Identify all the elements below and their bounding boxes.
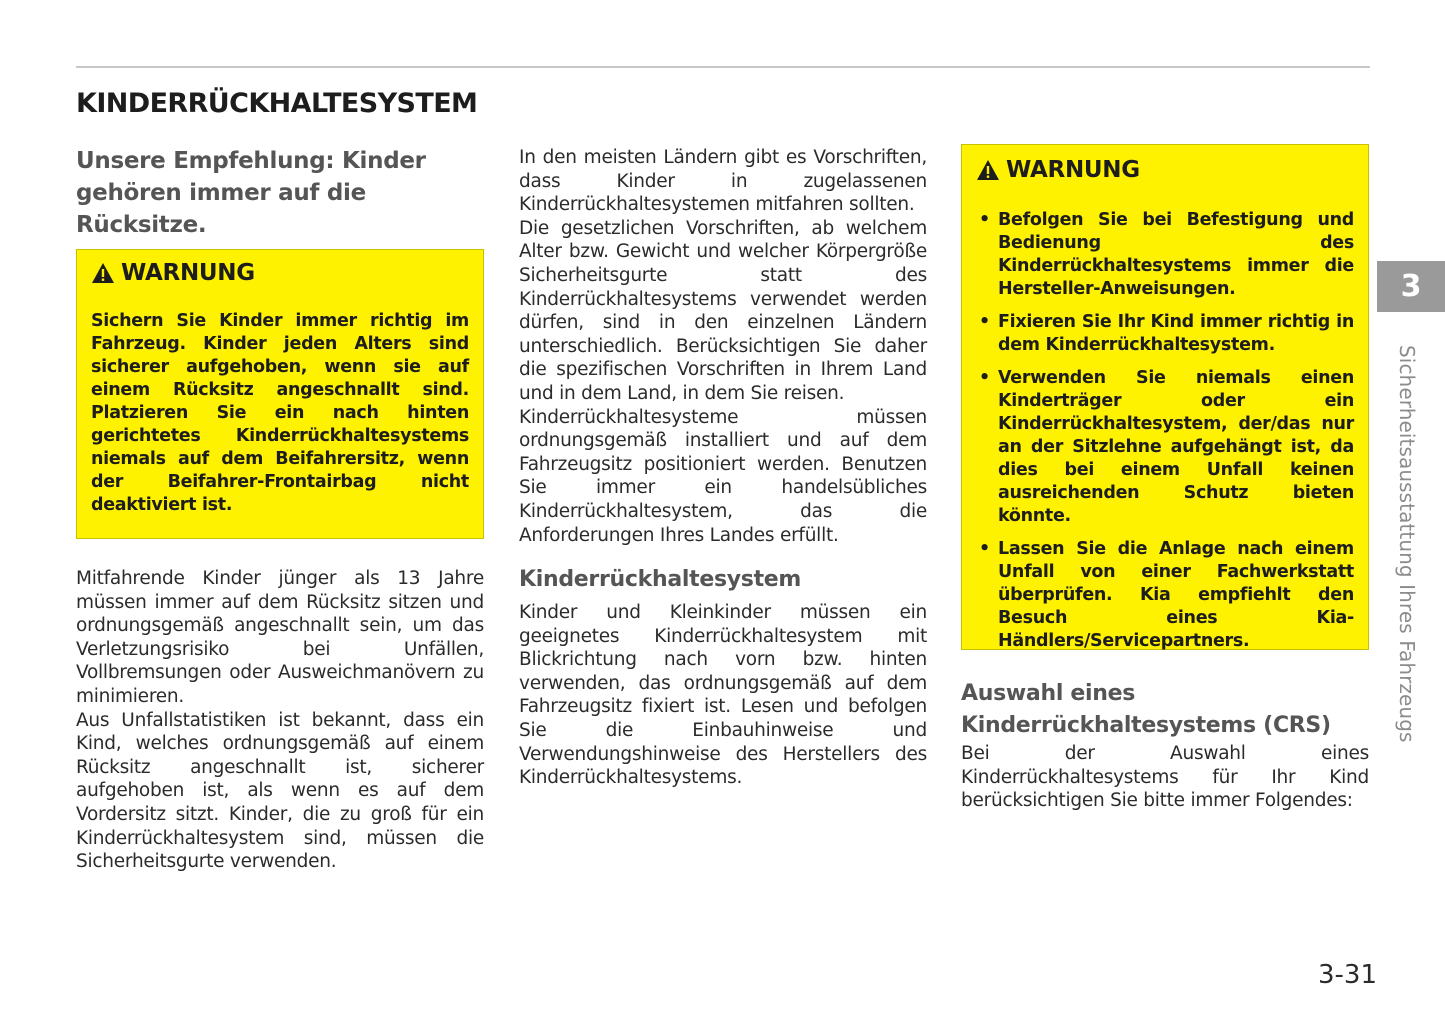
top-rule xyxy=(76,66,1370,68)
warning-box-1 xyxy=(76,249,484,539)
paragraph: Aus Unfallstatistiken ist bekannt, dass ein Kind, welches ordnungsgemäß auf einem Rücksitz angeschnallt ist, sicherer aufgehoben ist, als wenn es auf dem Vordersitz sitzt. Kinder, die zu groß für ein Kinderrückhaltesystem sind, müssen die Sicherheitsgurte verwenden. xyxy=(76,709,484,873)
warning-title: WARNUNG xyxy=(1006,157,1140,183)
column-2 xyxy=(519,146,927,790)
warning-text: Sichern Sie Kinder immer richtig im Fahrzeug. Kinder jeden Alters sind sicherer aufgehoben, wenn sie auf einem Rücksitz angeschnallt sind. Platzieren Sie ein nach hinten gerichtetes Kinderrückhaltesystems niemals auf dem Beifahrersitz, wenn der Beifahrer-Frontairbag nicht deaktiviert ist. xyxy=(91,311,469,515)
chapter-title-vertical: Sicherheitsausstattung Ihres Fahrzeugs xyxy=(1395,345,1419,743)
warning-item: • Fixieren Sie Ihr Kind immer richtig in dem Kinderrückhaltesystem. xyxy=(976,311,1354,357)
recommendation-subheading: Unsere Empfehlung: Kinder gehören immer auf die Rücksitze. xyxy=(76,148,426,238)
paragraph: Kinder und Kleinkinder müssen ein geeignetes Kinderrückhaltesystem mit Blickrichtung nach vorn bzw. hinten verwenden, das ordnungsgemäß auf dem Fahrzeugsitz fixiert ist. Lesen und befolgen Sie die Einbauhinweise und Verwendungshinweise des Herstellers des Kinderrückhaltesystems. xyxy=(519,602,927,789)
column-3 xyxy=(961,144,1369,813)
paragraph: Die gesetzlichen Vorschriften, ab welchem Alter bzw. Gewicht und welcher Körpergröße Sicherheitsgurte statt des Kinderrückhaltesystems verwendet werden dürfen, sind in den einzelnen Ländern unterschiedlich. Berücksichtigen Sie daher die spezifischen Vorschriften in Ihrem Land und in dem Land, in dem Sie reisen. xyxy=(519,217,927,404)
page-number: 3-31 xyxy=(1318,960,1378,990)
warning-box-2 xyxy=(961,144,1369,650)
crs-subheading: Auswahl eines Kinderrückhaltesystems (CRS) xyxy=(961,681,1331,738)
chapter-tab: 3 xyxy=(1377,261,1445,312)
page-title: KINDERRÜCKHALTESYSTEM xyxy=(76,88,478,119)
warning-triangle-icon xyxy=(91,262,115,284)
warning-item: • Lassen Sie die Anlage nach einem Unfall von einer Fachwerkstatt überprüfen. Kia empfiehlt den Besuch eines Kia-Händlers/Servicepartners. xyxy=(976,538,1354,653)
column-1 xyxy=(76,145,484,874)
warning-list xyxy=(976,209,1354,653)
paragraph: Mitfahrende Kinder jünger als 13 Jahre müssen immer auf dem Rücksitz sitzen und ordnungsgemäß angeschnallt sein, um das Verletzungsrisiko bei Unfällen, Vollbremsungen oder Ausweichmanövern zu minimieren. xyxy=(76,568,484,707)
paragraph: Kinderrückhaltesysteme müssen ordnungsgemäß installiert und auf dem Fahrzeugsitz positioniert werden. Benutzen Sie immer ein handelsübliches Kinderrückhaltesystem, das die Anforderungen Ihres Landes erfüllt. xyxy=(519,406,927,546)
paragraph: Bei der Auswahl eines Kinderrückhaltesystems für Ihr Kind berücksichtigen Sie bitte immer Folgendes: xyxy=(961,743,1369,812)
warning-heading xyxy=(976,157,1354,183)
warning-triangle-icon xyxy=(976,159,1000,181)
paragraph: In den meisten Ländern gibt es Vorschriften, dass Kinder in zugelassenen Kinderrückhaltesystemen mitfahren sollten. xyxy=(519,147,927,216)
warning-title: WARNUNG xyxy=(121,260,255,286)
warning-heading xyxy=(91,260,469,286)
section-subheading: Kinderrückhaltesystem xyxy=(519,567,802,593)
warning-item: • Befolgen Sie bei Befestigung und Bedienung des Kinderrückhaltesystems immer die Hersteller-Anweisungen. xyxy=(976,209,1354,301)
warning-item: • Verwenden Sie niemals einen Kinderträger oder ein Kinderrückhaltesystem, der/das nur an der Sitzlehne aufgehängt ist, da dies bei einem Unfall keinen ausreichenden Schutz bieten könnte. xyxy=(976,367,1354,528)
